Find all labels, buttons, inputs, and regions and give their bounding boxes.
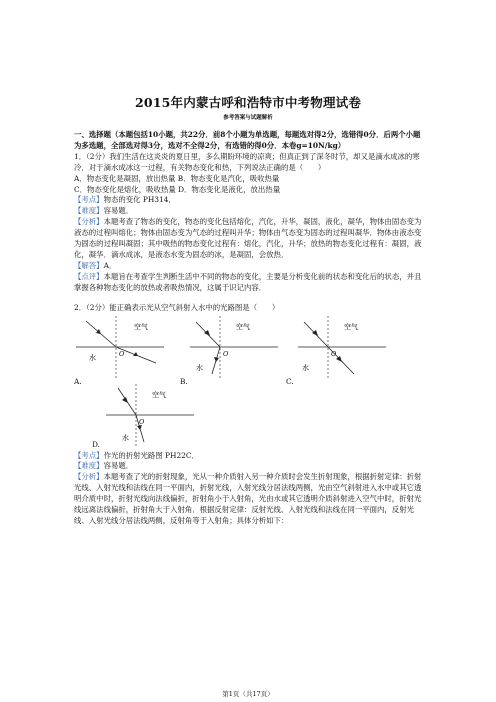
option-b-label: B.: [180, 376, 188, 386]
fig-c-air-label: 空气: [344, 322, 358, 331]
fig-a-water-label: 水: [89, 353, 96, 362]
kaodian-text: 物态的变化 PH314．: [103, 195, 176, 205]
fenxi-tag: 【分析】: [74, 217, 104, 227]
question-1-jieda: [74, 261, 422, 272]
kaodian-tag: 【考点】: [74, 195, 104, 205]
option-c-label: C.: [286, 376, 294, 386]
question-1-stem: 1．（2分）我们生活在这炎炎的夏日里，多么期盼环境的凉爽；但真正到了深冬时节，却又是滴水成冰的寒冷．对于滴水成冰这一过程，有关物态变化和热，下列说法正确的是（ ）: [74, 151, 420, 172]
question-1-nandu: [74, 206, 422, 217]
nandu-tag: 【难度】: [74, 206, 104, 216]
page-title: 2015年内蒙古呼和浩特市中考物理试卷: [134, 95, 362, 110]
figure-b: [190, 316, 278, 378]
nandu-text: 容易题．: [103, 461, 134, 471]
fig-c-water-label: 水: [302, 363, 309, 372]
fig-d-water-label: 水: [122, 433, 129, 442]
jieda-text: A．: [103, 260, 117, 270]
fenxi-tag: 【分析】: [74, 472, 104, 482]
nandu-text: 容易题．: [103, 206, 134, 216]
question-2-nandu: [74, 461, 422, 472]
option-a-label: A.: [74, 376, 82, 386]
nandu-tag: 【难度】: [74, 461, 104, 471]
figure-c: [298, 316, 386, 378]
question-1-fenxi: [74, 217, 422, 261]
fig-a-air-label: 空气: [134, 322, 148, 331]
fig-d-air-label: 空气: [152, 390, 166, 399]
question-2-kaodian: [74, 451, 422, 462]
question-1-kaodian: [74, 195, 422, 206]
fenxi-text: 本题考查了物态的变化，物态的变化包括熔化，汽化，升华，凝固，液化，凝华，物体由固态变为液态的过程叫熔化；物体由固态变为气态的过程叫升华；物体由气态变为固态的过程叫凝华．物体由液态变为固态的过程叫凝固；其中吸热的物态变化过程有：熔化，汽化，升华；放热的物态变化过程有：凝固，液化，凝华．滴水成冰，是液态水变为固态的冰，是凝固，会放热．: [74, 217, 422, 259]
jieda-tag: 【解答】: [74, 260, 104, 270]
question-2-stem: 2．（2分）能正确表示光从空气斜射入水中的光路图是（ ）: [74, 302, 280, 312]
page-footer: 第1页（共17页）: [222, 690, 274, 698]
fig-d-o-label: O: [139, 417, 145, 426]
dianping-tag: 【点评】: [74, 271, 104, 281]
question-1-options-ab: A．物态变化是凝固，放出热量 B．物态变化是汽化，吸收热量: [74, 173, 280, 183]
fig-b-water-label: 水: [196, 363, 203, 372]
kaodian-tag: 【考点】: [74, 450, 104, 460]
question-1-options-cd: C．物态变化是熔化，吸收热量 D．物态变化是液化，放出热量: [74, 184, 281, 194]
figure-d: [106, 384, 194, 446]
fenxi-text: 本题考查了光的折射现象，光从一种介质射入另一种介质时会发生折射现象，根据折射定律：折射光线、入射光线和法线在同一平面内，折射光线，入射光线分居法线两侧，光由空气斜射进入水中或其它透明介质中时，折射光线向法线偏折，折射角小于入射角，光由水或其它透明介质斜射进入空气中时，折射光线远离法线偏折，折射角大于入射角．根据反射定律：反射光线、入射光线和法线在同一平面内，反射光线、入射光线分居法线两侧，反射角等于入射角；具体分析如下：: [74, 472, 422, 525]
fig-b-o-label: O: [223, 349, 229, 358]
option-d-label: D.: [92, 439, 101, 449]
section-heading: 一、选择题（本题包括10小题，共22分．前8个小题为单选题，每题选对得2分，选错得0分．后两个小题为多选题，全部选对得3分，选对不全得2分，有选错的得0分．本卷g=10N/kg）: [74, 130, 421, 150]
question-2-figures: [74, 314, 422, 451]
page-subtitle: 参考答案与试题解析: [223, 115, 273, 121]
dianping-text: 本题旨在考查学生判断生活中不同的物态的变化，主要是分析变化前的状态和变化后的状态，并且掌握各种物态变化的放热或者吸热情况，这属于识记内容．: [74, 271, 422, 292]
fig-a-o-label: O: [119, 349, 125, 358]
kaodian-text: 作光的折射光路图 PH22C．: [103, 450, 199, 460]
question-2-fenxi: [74, 472, 422, 527]
figure-a: [76, 316, 164, 378]
document-body: [74, 130, 422, 527]
fig-b-air-label: 空气: [236, 322, 250, 331]
fig-c-o-label: O: [331, 349, 337, 358]
question-1-dianping: [74, 272, 422, 294]
